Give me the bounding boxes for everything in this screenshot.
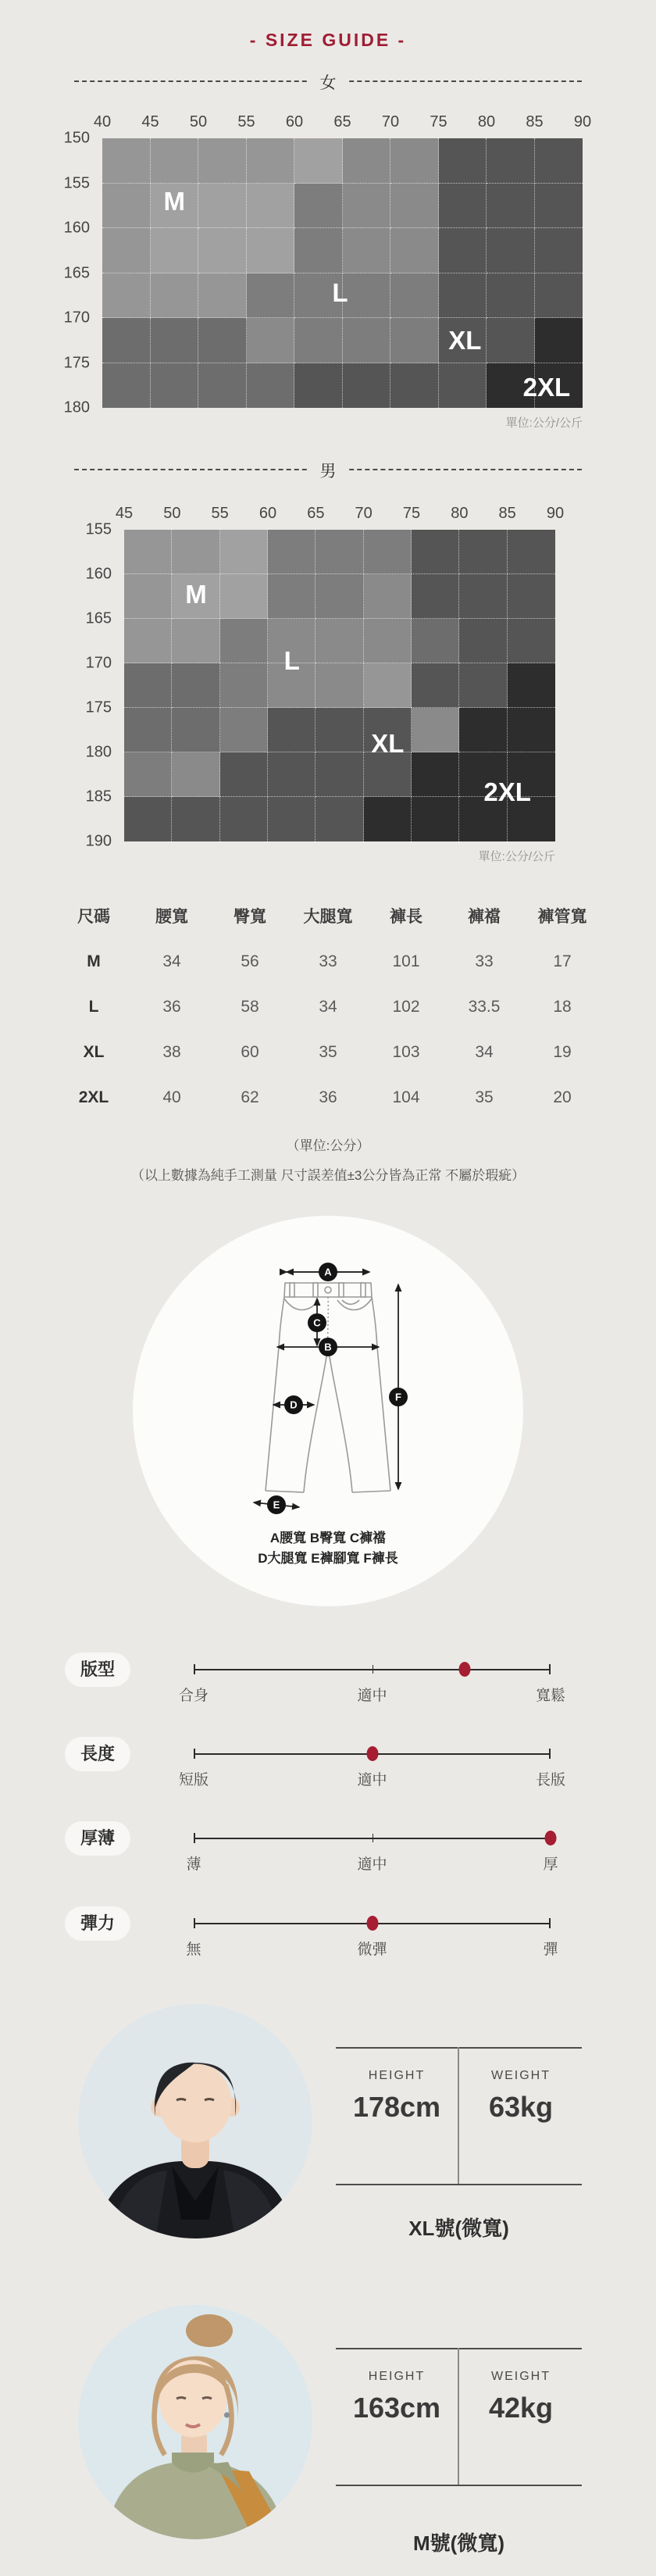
heatmap-cell (247, 318, 295, 363)
table-cell: 36 (319, 1088, 337, 1106)
heatmap-cell (412, 574, 459, 619)
male-size-note: XL號(微寬) (408, 2217, 509, 2240)
heatmap-cell (172, 708, 219, 752)
slider-value-dot (545, 1831, 557, 1845)
slider-scale-label: 薄 (186, 1856, 201, 1873)
table-tolerance-note: （以上數據為純手工測量 尺寸誤差值±3公分皆為正常 不屬於瑕疵） (130, 1168, 526, 1183)
table-cell: 20 (553, 1088, 572, 1106)
slider-name-pill: 版型 (65, 1652, 130, 1687)
x-axis-tick: 70 (355, 505, 373, 522)
track-end-tick (549, 1918, 551, 1928)
x-axis-tick: 60 (258, 505, 277, 522)
heatmap-cell (124, 530, 172, 574)
x-axis-tick: 90 (546, 505, 565, 522)
slider-scale-label: 寬鬆 (535, 1688, 566, 1704)
heatmap-cell (535, 318, 583, 363)
slider-scale-label: 彈 (543, 1942, 558, 1958)
heatmap-cell (124, 752, 172, 797)
table-cell: 104 (392, 1088, 420, 1106)
heatmap-cell (294, 363, 343, 409)
heatmap-cell (535, 184, 583, 229)
size-zone-label: M (185, 579, 207, 609)
heatmap-cell (412, 708, 459, 752)
heatmap-cell (459, 574, 507, 619)
x-axis-tick: 75 (402, 505, 421, 522)
x-axis-tick: 60 (285, 113, 304, 130)
heatmap-cell (220, 708, 268, 752)
heatmap-cell (487, 273, 535, 319)
diagram-caption-line1: A腰寬 B臀寬 C褲襠 (269, 1531, 387, 1545)
slider-scale-label: 適中 (357, 1772, 387, 1788)
size-zone-label: XL (448, 325, 482, 355)
female-height-value: 163cm (352, 2392, 441, 2424)
male-weight-value: 63kg (488, 2091, 554, 2123)
heatmap-cell (316, 530, 363, 574)
heatmap-cell (390, 273, 439, 319)
x-axis-tick: 80 (477, 113, 496, 130)
table-cell: 40 (162, 1088, 181, 1106)
measurement-table (55, 892, 601, 1120)
heatmap-cell (172, 530, 219, 574)
heatmap-cell (294, 184, 343, 229)
heatmap-cell (124, 663, 172, 708)
heatmap-cell (198, 228, 247, 273)
table-cell: 58 (241, 998, 259, 1016)
heatmap-cell (508, 708, 555, 752)
female-panel-divider (458, 2348, 459, 2485)
heatmap-cell (412, 752, 459, 797)
x-axis-tick: 85 (526, 113, 544, 130)
heatmap-cell (316, 797, 363, 841)
y-axis-tick: 170 (63, 309, 90, 327)
diagram-caption-line2: D大腿寬 E褲腳寬 F褲長 (258, 1551, 398, 1566)
male-section-label: 男 (309, 459, 348, 482)
slider-scale-label: 合身 (178, 1688, 209, 1704)
track-end-tick (549, 1749, 551, 1759)
female-model-card (0, 2301, 656, 2567)
slider-scale-labels (186, 1938, 558, 1958)
table-cell: 35 (475, 1088, 494, 1106)
heatmap-cell (247, 363, 295, 409)
slider-row-3 (0, 1906, 656, 1961)
heatmap-cell (220, 663, 268, 708)
heatmap-cell (198, 138, 247, 184)
slider-scale-labels (178, 1768, 566, 1788)
heatmap-cell (172, 752, 219, 797)
heatmap-cell (364, 663, 412, 708)
slider-name-pill: 彈力 (65, 1906, 130, 1941)
pants-measurement-diagram (133, 1216, 523, 1606)
heatmap-cell (316, 708, 363, 752)
size-zone-label: XL (371, 728, 405, 758)
heatmap-cell (316, 619, 363, 663)
x-axis-tick: 70 (381, 113, 400, 130)
slider-row-0 (0, 1652, 656, 1707)
size-zone-label: 2XL (483, 777, 531, 807)
y-axis-tick: 160 (85, 565, 112, 583)
table-cell: 33.5 (468, 998, 501, 1016)
slider-track (194, 1753, 551, 1755)
table-cell: 34 (475, 1043, 494, 1061)
heatmap-cell (198, 273, 247, 319)
y-axis-tick: 175 (63, 354, 90, 371)
heatmap-cell (535, 138, 583, 184)
slider-value-dot (366, 1916, 378, 1931)
heatmap-cell (124, 708, 172, 752)
heatmap-cell (343, 184, 391, 229)
female-chart-unit-note: 單位:公分/公斤 (505, 416, 583, 430)
x-axis-tick: 50 (189, 113, 208, 130)
heatmap-cell (151, 138, 199, 184)
heatmap-cell (247, 184, 295, 229)
male-model-card (0, 2000, 656, 2266)
section-divider-female (74, 74, 582, 92)
male-height-label: HEIGHT (368, 2069, 426, 2082)
heatmap-cell (459, 619, 507, 663)
marker-e: E (273, 1499, 280, 1511)
size-zone-label: L (283, 646, 300, 676)
y-axis-tick: 160 (63, 219, 90, 237)
heatmap-cell (268, 574, 316, 619)
y-axis-tick: 150 (63, 129, 90, 147)
y-axis-tick: 155 (63, 174, 90, 191)
marker-a: A (324, 1266, 332, 1278)
marker-f: F (395, 1391, 401, 1403)
heatmap-cell (535, 228, 583, 273)
heatmap-cell (172, 797, 219, 841)
slider-row-1 (0, 1737, 656, 1792)
heatmap-cell (487, 318, 535, 363)
slider-scale-label: 適中 (357, 1856, 387, 1873)
table-header-cell: 褲長 (390, 908, 422, 926)
table-size-cell: 2XL (78, 1088, 109, 1106)
heatmap-cell (343, 273, 391, 319)
heatmap-cell (439, 228, 487, 273)
x-axis-tick: 40 (93, 113, 112, 130)
size-zone-label: M (163, 186, 185, 216)
track-start-tick (194, 1749, 195, 1759)
table-cell: 56 (241, 952, 259, 970)
y-axis-tick: 165 (85, 609, 112, 627)
heatmap-cell (102, 363, 151, 409)
marker-d: D (290, 1399, 298, 1411)
slider-value-dot (459, 1662, 471, 1677)
slider-row-2 (0, 1821, 656, 1876)
table-header-cell: 腰寬 (155, 908, 188, 926)
heatmap-cell (412, 530, 459, 574)
heatmap-cell (390, 138, 439, 184)
heatmap-cell (220, 619, 268, 663)
male-weight-label: WEIGHT (491, 2069, 551, 2082)
table-cell: 60 (241, 1043, 259, 1061)
slider-scale-label: 適中 (357, 1688, 387, 1704)
heatmap-cell (487, 228, 535, 273)
heatmap-cell (220, 574, 268, 619)
heatmap-cell (343, 318, 391, 363)
y-axis-tick: 155 (85, 520, 112, 538)
x-axis-tick: 85 (498, 505, 516, 522)
female-model-illustration (78, 2305, 312, 2539)
heatmap-cell (412, 663, 459, 708)
y-axis-tick: 185 (85, 788, 112, 806)
heatmap-cell (151, 363, 199, 409)
table-header-cell: 臀寬 (234, 908, 266, 926)
slider-name-pill: 厚薄 (65, 1821, 130, 1856)
heatmap-cell (294, 228, 343, 273)
pants-line-drawing (211, 1249, 445, 1514)
heatmap-cell (316, 752, 363, 797)
heatmap-cell (439, 363, 487, 409)
heatmap-cell (220, 752, 268, 797)
x-axis-tick: 75 (430, 113, 447, 130)
heatmap-cell (390, 318, 439, 363)
y-axis-tick: 190 (85, 832, 112, 850)
female-panel-bottom-rule (336, 2485, 582, 2486)
heatmap-cell (459, 708, 507, 752)
female-model-photo (78, 2305, 312, 2539)
table-cell: 34 (319, 998, 337, 1016)
size-zone-label: 2XL (522, 373, 571, 402)
table-unit-note: （單位:公分） (286, 1138, 370, 1153)
marker-b: B (324, 1341, 332, 1353)
heatmap-cell (316, 663, 363, 708)
y-axis-tick: 180 (85, 743, 112, 761)
heatmap-cell (412, 619, 459, 663)
heatmap-cell (508, 663, 555, 708)
heatmap-cell (247, 273, 295, 319)
heatmap-cell (198, 318, 247, 363)
marker-c: C (313, 1317, 321, 1329)
slider-scale-label: 厚 (543, 1856, 558, 1873)
x-axis-tick: 55 (237, 113, 255, 130)
table-cell: 18 (553, 998, 572, 1016)
heatmap-cell (124, 797, 172, 841)
heatmap-cell (102, 273, 151, 319)
male-model-photo (78, 2004, 312, 2238)
heatmap-cell (439, 138, 487, 184)
heatmap-cell (390, 363, 439, 409)
page-title: - SIZE GUIDE - (249, 30, 407, 50)
table-cell: 35 (319, 1043, 337, 1061)
slider-scale-label: 無 (186, 1942, 201, 1958)
female-weight-label: WEIGHT (491, 2370, 551, 2383)
heatmap-cell (343, 138, 391, 184)
x-axis-tick: 65 (333, 113, 351, 130)
y-axis-tick: 175 (85, 698, 112, 716)
track-end-tick (549, 1664, 551, 1674)
heatmap-cell (294, 138, 343, 184)
heatmap-cell (151, 318, 199, 363)
table-cell: 62 (241, 1088, 259, 1106)
y-axis-tick: 165 (63, 264, 90, 281)
x-axis-tick: 65 (307, 505, 325, 522)
female-heatmap-grid (102, 138, 583, 408)
table-cell: 34 (162, 952, 181, 970)
heatmap-cell (102, 228, 151, 273)
heatmap-cell (294, 318, 343, 363)
heatmap-cell (390, 184, 439, 229)
table-cell: 33 (319, 952, 337, 970)
heatmap-cell (151, 273, 199, 319)
heatmap-cell (247, 228, 295, 273)
female-height-label: HEIGHT (368, 2370, 426, 2383)
male-panel-bottom-rule (336, 2184, 582, 2185)
size-zone-label: L (332, 278, 348, 308)
heatmap-cell (364, 752, 412, 797)
heatmap-cell (508, 530, 555, 574)
x-axis-tick: 80 (451, 505, 469, 522)
heatmap-cell (364, 574, 412, 619)
table-header-cell: 褲襠 (468, 908, 501, 926)
slider-name-pill: 長度 (65, 1737, 130, 1771)
heatmap-cell (268, 797, 316, 841)
male-chart-unit-note: 單位:公分/公斤 (478, 850, 555, 863)
table-cell: 103 (392, 1043, 420, 1061)
table-cell: 36 (162, 998, 181, 1016)
table-cell: 33 (475, 952, 494, 970)
heatmap-cell (364, 619, 412, 663)
heatmap-cell (198, 184, 247, 229)
table-cell: 38 (162, 1043, 181, 1061)
female-size-heatmap (63, 113, 592, 430)
heatmap-cell (268, 530, 316, 574)
table-header-cell: 大腿寬 (303, 908, 353, 926)
male-panel-divider (458, 2047, 459, 2184)
heatmap-cell (220, 530, 268, 574)
table-size-cell: XL (83, 1043, 105, 1061)
section-divider-male (74, 463, 582, 481)
heatmap-cell (508, 574, 555, 619)
slider-track (194, 1669, 551, 1670)
slider-value-dot (366, 1746, 378, 1761)
table-cell: 101 (392, 952, 420, 970)
heatmap-cell (535, 273, 583, 319)
heatmap-cell (343, 363, 391, 409)
table-cell: 19 (553, 1043, 572, 1061)
heatmap-cell (102, 184, 151, 229)
x-axis-tick: 90 (573, 113, 592, 130)
track-start-tick (194, 1664, 195, 1674)
heatmap-cell (172, 663, 219, 708)
heatmap-cell (364, 530, 412, 574)
heatmap-cell (102, 318, 151, 363)
female-weight-value: 42kg (488, 2392, 554, 2424)
heatmap-cell (412, 797, 459, 841)
heatmap-cell (508, 619, 555, 663)
slider-scale-labels (186, 1853, 558, 1873)
table-cell: 17 (553, 952, 572, 970)
table-header-cell: 褲管寬 (537, 908, 587, 926)
table-cell: 102 (392, 998, 420, 1016)
table-size-cell: M (87, 952, 101, 970)
slider-scale-label: 長版 (535, 1772, 566, 1788)
male-height-value: 178cm (352, 2091, 441, 2123)
slider-track (194, 1923, 551, 1924)
track-start-tick (194, 1918, 195, 1928)
heatmap-cell (439, 184, 487, 229)
heatmap-cell (390, 228, 439, 273)
female-section-label: 女 (309, 70, 348, 94)
heatmap-cell (459, 530, 507, 574)
heatmap-cell (198, 363, 247, 409)
heatmap-cell (316, 574, 363, 619)
heatmap-cell (220, 797, 268, 841)
heatmap-cell (247, 138, 295, 184)
heatmap-cell (151, 228, 199, 273)
heatmap-cell (364, 797, 412, 841)
heatmap-cell (487, 138, 535, 184)
slider-scale-labels (178, 1684, 566, 1704)
heatmap-cell (439, 273, 487, 319)
x-axis-tick: 45 (115, 505, 134, 522)
heatmap-cell (343, 228, 391, 273)
diagram-caption (133, 1528, 523, 1569)
male-model-illustration (78, 2004, 312, 2238)
heatmap-cell (102, 138, 151, 184)
male-size-heatmap (85, 505, 565, 863)
heatmap-cell (124, 574, 172, 619)
y-axis-tick: 180 (63, 398, 90, 416)
slider-scale-label: 微彈 (357, 1942, 387, 1958)
table-header-cell: 尺碼 (77, 908, 110, 926)
female-size-note: M號(微寬) (413, 2531, 504, 2555)
track-start-tick (194, 1833, 195, 1843)
heatmap-cell (172, 619, 219, 663)
heatmap-cell (268, 752, 316, 797)
x-axis-tick: 55 (211, 505, 229, 522)
slider-track (194, 1838, 551, 1839)
heatmap-cell (487, 184, 535, 229)
slider-scale-label: 短版 (178, 1772, 209, 1788)
heatmap-cell (459, 663, 507, 708)
x-axis-tick: 45 (141, 113, 159, 130)
x-axis-tick: 50 (163, 505, 181, 522)
table-size-cell: L (88, 998, 99, 1016)
heatmap-cell (268, 708, 316, 752)
y-axis-tick: 170 (85, 654, 112, 672)
heatmap-cell (124, 619, 172, 663)
